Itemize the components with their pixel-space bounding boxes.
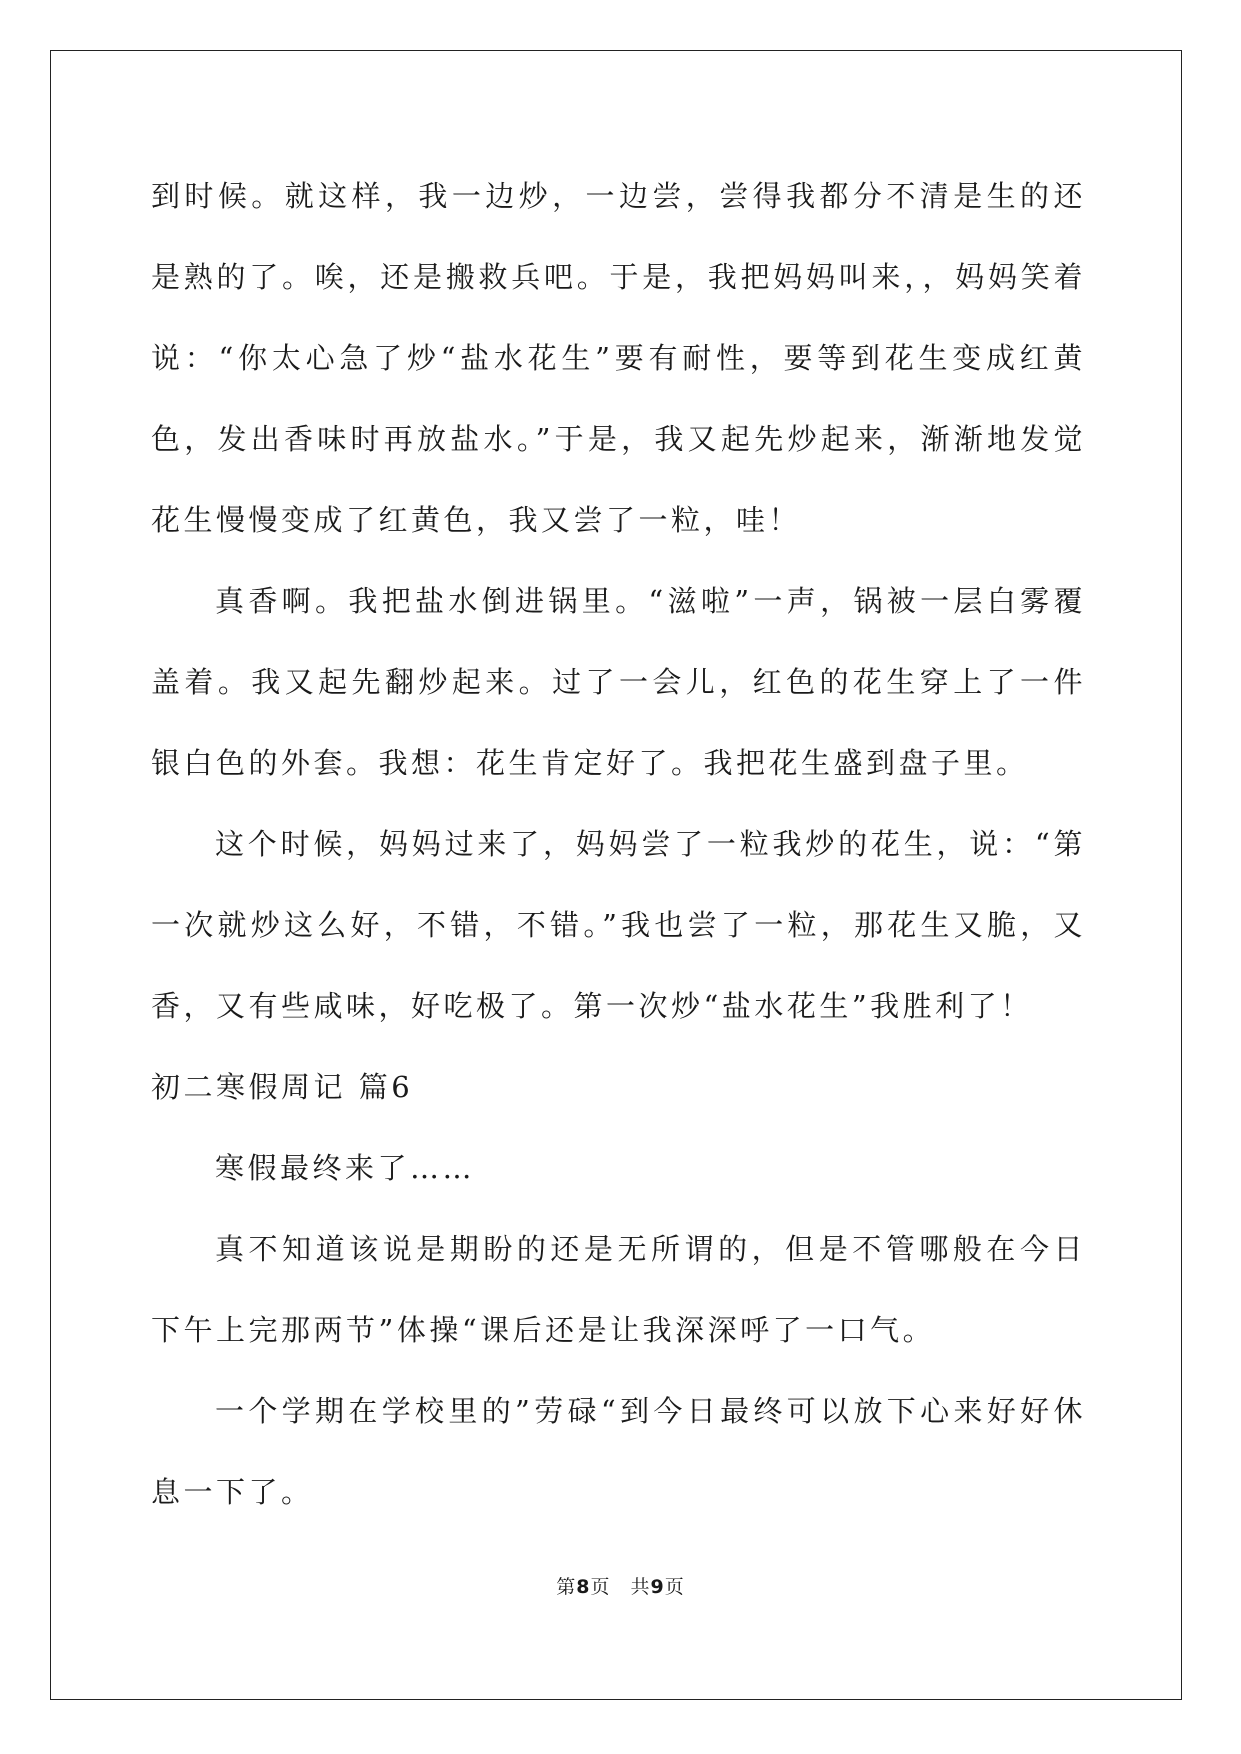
page-footer [0,1572,1241,1599]
section-heading: 初二寒假周记 篇6 [151,1070,414,1104]
total-suffix: 页 [664,1576,685,1598]
total-prefix: 共 [630,1576,651,1598]
section-paragraph-2: 真不知道该说是期盼的还是无所谓的，但是不管哪般在今日下午上完那两节”体操“课后还是让我深深呼了一口气。 [151,1232,1086,1347]
page-current: 8 [576,1576,591,1598]
page-prefix: 第 [556,1576,577,1598]
paragraph-1: 到时候。就这样，我一边炒，一边尝，尝得我都分不清是生的还是熟的了。唉，还是搬救兵吧。于是，我把妈妈叫来，，妈妈笑着说：“你太心急了炒“盐水花生”要有耐性，要等到花生变成红黄色，发出香味时再放盐水。”于是，我又起先炒起来，渐渐地发觉花生慢慢变成了红黄色，我又尝了一粒，哇！ [151,179,1086,537]
section-paragraph-1: 寒假最终来了…… [215,1151,476,1185]
page-suffix: 页 [590,1576,611,1598]
document-body [151,156,1086,1533]
paragraph-2: 真香啊。我把盐水倒进锅里。“滋啦”一声，锅被一层白雾覆盖着。我又起先翻炒起来。过了一会儿，红色的花生穿上了一件银白色的外套。我想：花生肯定好了。我把花生盛到盘子里。 [151,584,1086,780]
section-paragraph-3: 一个学期在学校里的”劳碌“到今日最终可以放下心来好好休息一下了。 [151,1394,1086,1509]
paragraph-3: 这个时候，妈妈过来了，妈妈尝了一粒我炒的花生，说：“第一次就炒这么好，不错，不错。”我也尝了一粒，那花生又脆，又香，又有些咸味，好吃极了。第一次炒“盐水花生”我胜利了！ [151,827,1086,1023]
page-total: 9 [650,1576,665,1598]
